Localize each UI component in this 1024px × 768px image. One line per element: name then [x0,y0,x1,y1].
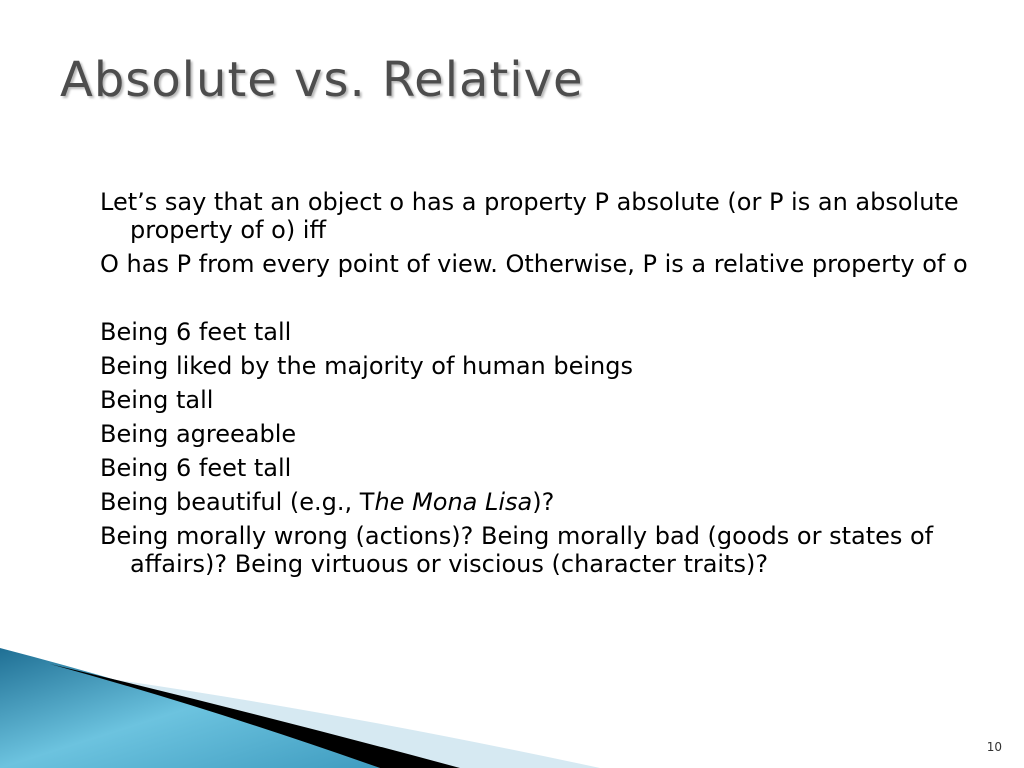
corner-swoosh-decoration [0,640,1024,768]
paragraph-relative-definition: O has P from every point of view. Otherwise, P is a relative property of o [100,250,968,278]
example-item: Being tall [100,386,214,414]
swoosh-teal-band [0,648,380,768]
example-text: )? [532,488,555,516]
example-text: Being beautiful (e.g., T [100,488,375,516]
slide-body [100,188,970,584]
example-item-moral: Being morally wrong (actions)? Being morally bad (goods or states of affairs)? Being virtuous or viscious (character traits)? [100,522,934,578]
example-item: Being 6 feet tall [100,318,292,346]
artwork-title: he Mona Lisa [374,488,533,516]
example-item-beautiful [100,488,970,516]
example-item: Being 6 feet tall [100,454,292,482]
slide-number: 10 [986,740,1002,754]
paragraph-absolute-definition: Let’s say that an object o has a property P absolute (or P is an absolute property of o) iff [100,188,959,244]
example-item: Being agreeable [100,420,297,448]
example-item: Being liked by the majority of human beings [100,352,634,380]
spacer [100,284,970,318]
slide-title: Absolute vs. Relative [60,52,584,108]
